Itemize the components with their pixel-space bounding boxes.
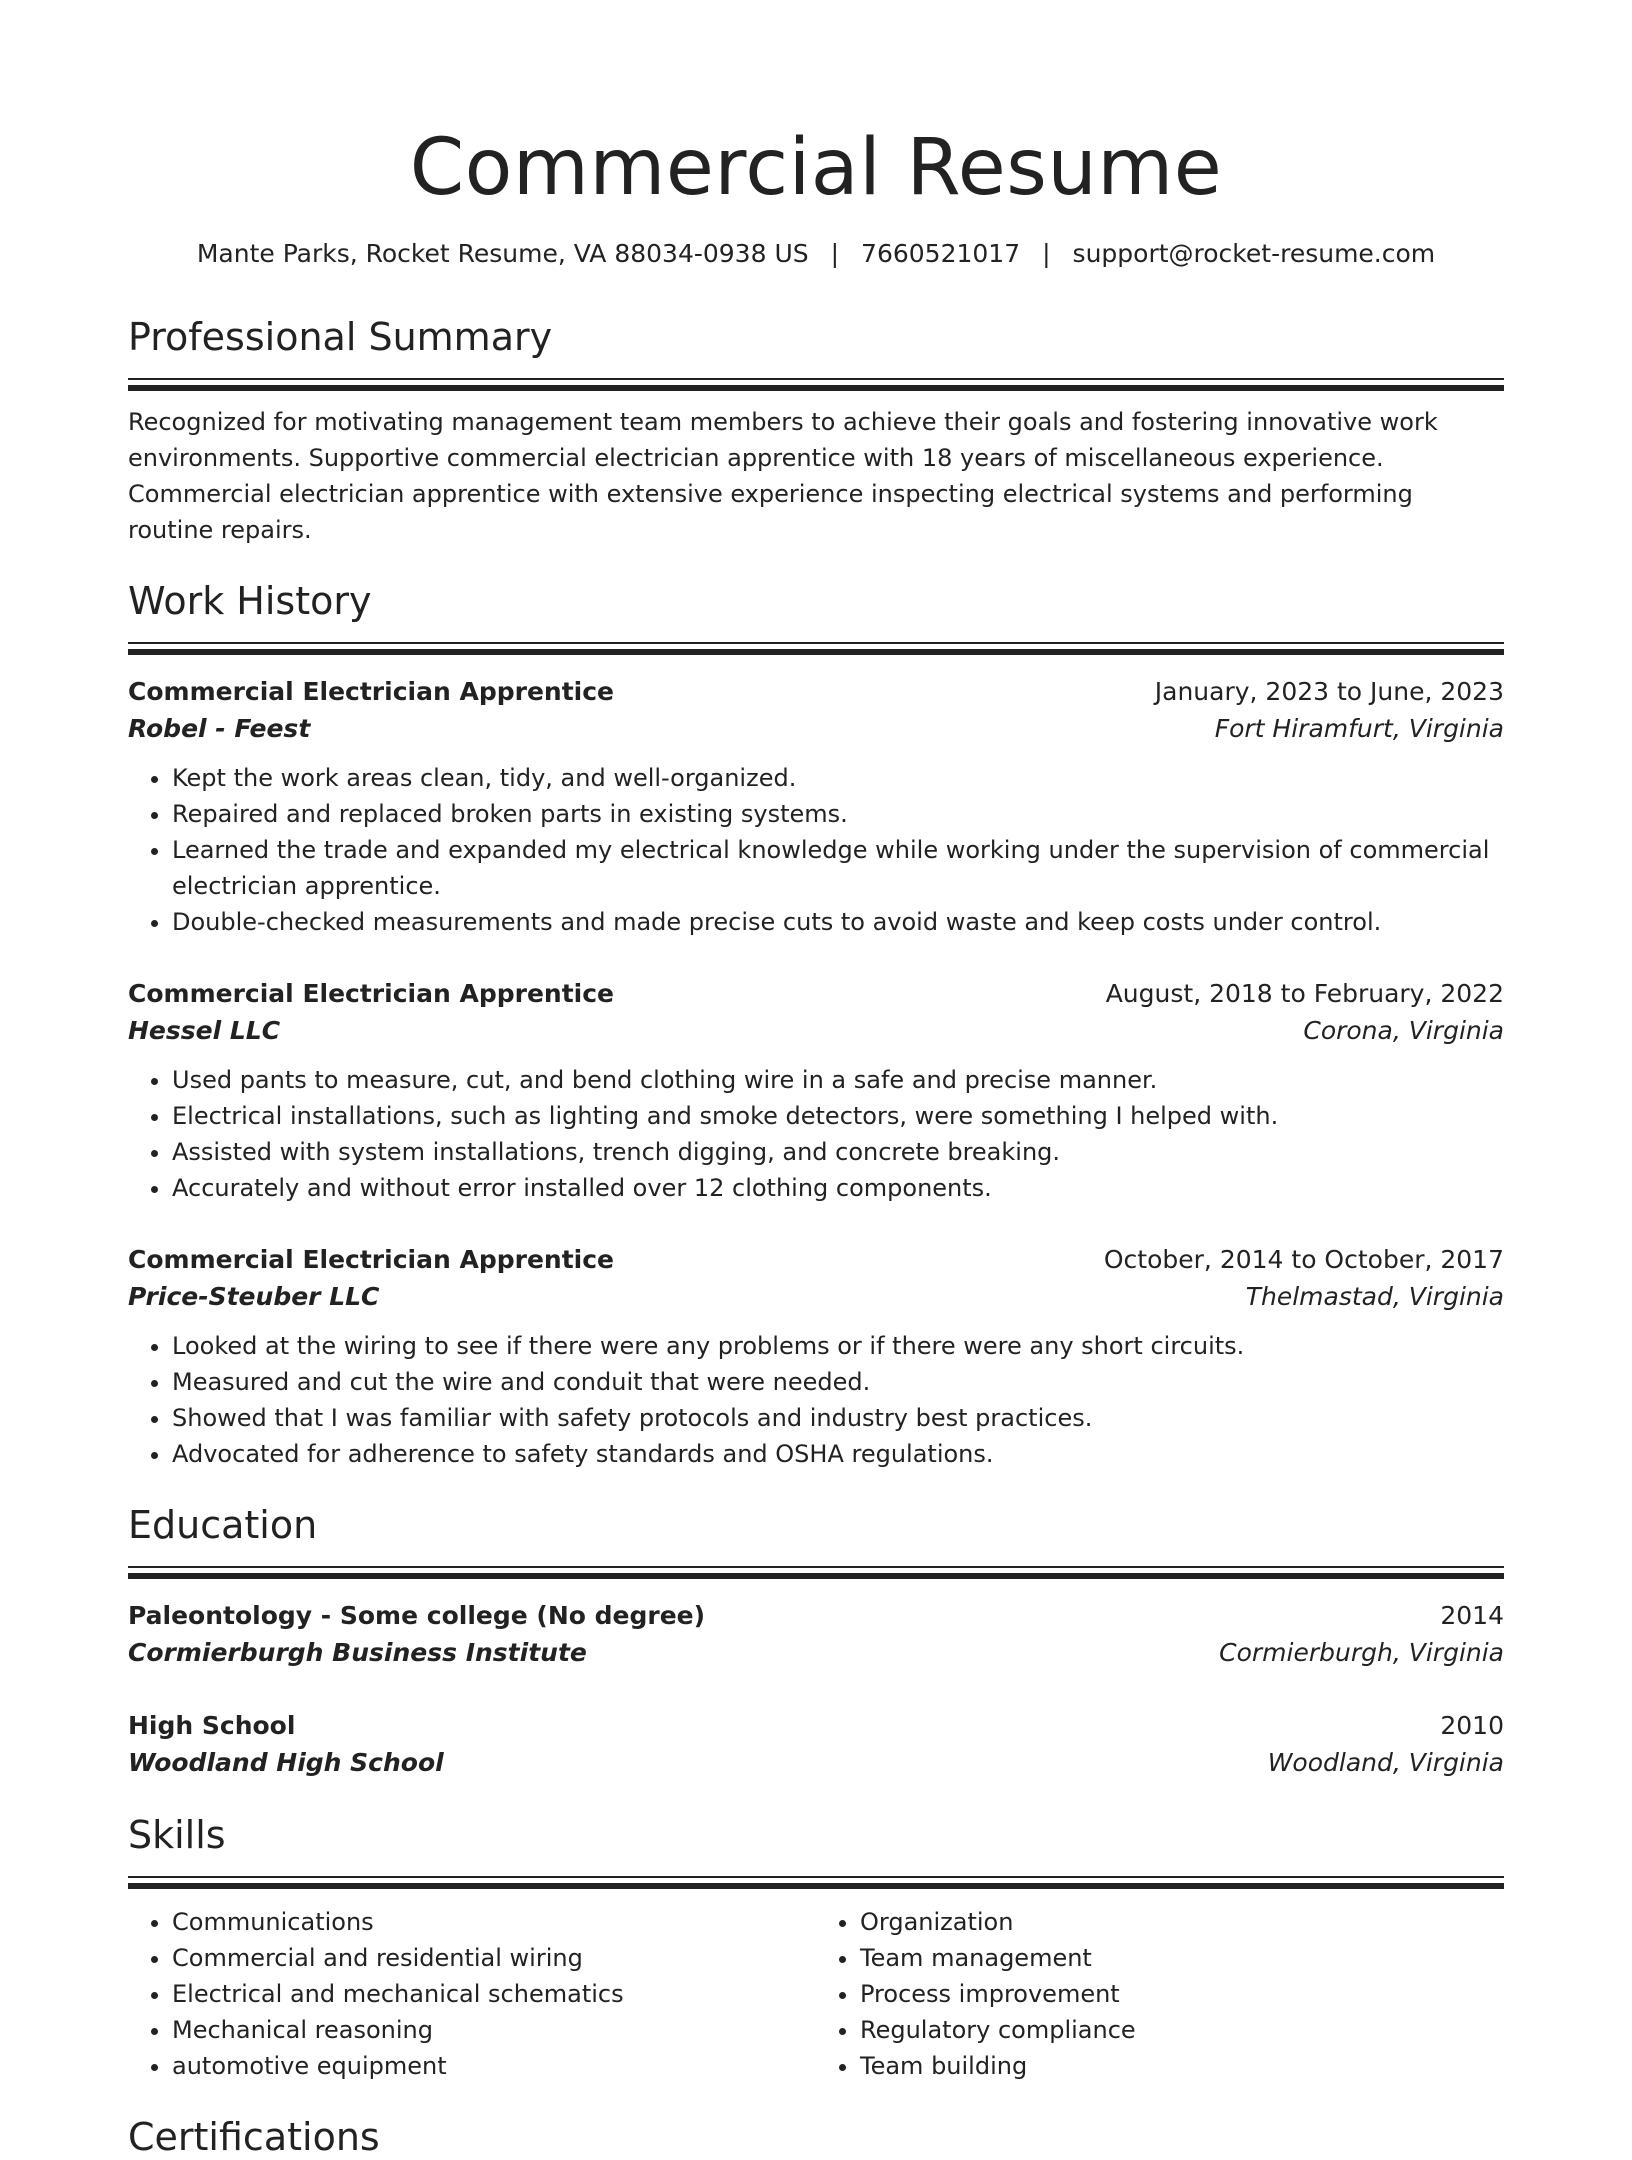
job-location: Corona, Virginia [1303,1016,1504,1045]
section-heading-summary: Professional Summary [128,315,553,359]
contact-separator: | [830,239,840,268]
job-company: Hessel LLC [128,1016,281,1045]
job-bullet: • Repaired and replaced broken parts in existing systems. [172,796,1504,832]
job-bullet: • Double-checked measurements and made precise cuts to avoid waste and keep costs under control. [172,904,1504,940]
job-title: Commercial Electrician Apprentice [128,677,614,706]
resume-title: Commercial Resume [409,123,1223,213]
job-dates: August, 2018 to February, 2022 [1105,979,1504,1008]
contact-line [128,236,1504,272]
skills-columns [128,1904,1504,2084]
job-entry [128,674,1504,940]
job-bullet: • Showed that I was familiar with safety protocols and industry best practices. [172,1400,1504,1436]
job-entry [128,976,1504,1206]
job-bullet: • Assisted with system installations, trench digging, and concrete breaking. [172,1134,1504,1170]
contact-address: Mante Parks, Rocket Resume, VA 88034-0938 US [196,239,809,268]
skill-item: • Team building [860,2048,1504,2084]
skills-list-right [816,1904,1504,2084]
skills-section [128,1812,1504,2084]
job-bullet: • Electrical installations, such as lighting and smoke detectors, were something I helped with. [172,1098,1504,1134]
job-bullet: • Accurately and without error installed over 12 clothing components. [172,1170,1504,1206]
contact-phone: 7660521017 [861,239,1021,268]
job-dates: January, 2023 to June, 2023 [1154,677,1504,706]
section-heading-certifications: Certifications [128,2115,380,2159]
section-heading-education: Education [128,1503,318,1547]
job-dates: October, 2014 to October, 2017 [1103,1245,1504,1274]
skill-item: • automotive equipment [172,2048,816,2084]
job-company: Robel - Feest [128,714,311,743]
job-bullet: • Learned the trade and expanded my electrical knowledge while working under the supervision of commercial electrician apprentice. [172,832,1504,904]
education-school: Woodland High School [128,1748,444,1777]
skill-item: • Electrical and mechanical schematics [172,1976,816,2012]
job-bullet: • Measured and cut the wire and conduit that were needed. [172,1364,1504,1400]
skill-item: • Mechanical reasoning [172,2012,816,2048]
summary-text: Recognized for motivating management team members to achieve their goals and fostering innovative work environments. Supportive commercial electrician apprentice with 18 years of miscellaneous experience. Commercial electrician apprentice with extensive experience inspecting electrical systems and performing routine repairs. [128,408,1438,544]
contact-email: support@rocket-resume.com [1072,239,1436,268]
skill-item: • Process improvement [860,1976,1504,2012]
section-divider [128,378,1504,390]
job-bullet: • Used pants to measure, cut, and bend clothing wire in a safe and precise manner. [172,1062,1504,1098]
job-company: Price-Steuber LLC [128,1282,380,1311]
skill-item: • Regulatory compliance [860,2012,1504,2048]
education-school: Cormierburgh Business Institute [128,1638,587,1667]
section-heading-work-history: Work History [128,579,372,623]
work-history-section [128,578,1504,1472]
job-location: Thelmastad, Virginia [1245,1282,1504,1311]
job-bullets [128,1062,1504,1206]
skill-item: • Communications [172,1904,816,1940]
section-divider [128,1566,1504,1578]
summary-section [128,314,1504,548]
education-degree: Paleontology - Some college (No degree) [128,1601,706,1630]
certifications-section [128,2114,1504,2160]
skill-item: • Team management [860,1940,1504,1976]
skill-item: • Commercial and residential wiring [172,1940,816,1976]
job-location: Fort Hiramfurt, Virginia [1214,714,1504,743]
job-entry [128,1242,1504,1472]
section-heading-skills: Skills [128,1813,226,1857]
job-bullet: • Kept the work areas clean, tidy, and well-organized. [172,760,1504,796]
education-section [128,1502,1504,1782]
education-degree: High School [128,1711,296,1740]
job-title: Commercial Electrician Apprentice [128,979,614,1008]
education-entry [128,1598,1504,1672]
education-location: Woodland, Virginia [1267,1748,1504,1777]
education-location: Cormierburgh, Virginia [1219,1638,1504,1667]
education-entry [128,1708,1504,1782]
skills-list-left [128,1904,816,2084]
skill-item: • Organization [860,1904,1504,1940]
job-bullets [128,1328,1504,1472]
job-bullets [128,760,1504,940]
education-year: 2010 [1440,1711,1504,1740]
education-year: 2014 [1440,1601,1504,1630]
section-divider [128,642,1504,654]
job-bullet: • Advocated for adherence to safety standards and OSHA regulations. [172,1436,1504,1472]
section-divider [128,1876,1504,1888]
job-bullet: • Looked at the wiring to see if there were any problems or if there were any short circuits. [172,1328,1504,1364]
contact-separator: | [1042,239,1051,268]
job-title: Commercial Electrician Apprentice [128,1245,614,1274]
